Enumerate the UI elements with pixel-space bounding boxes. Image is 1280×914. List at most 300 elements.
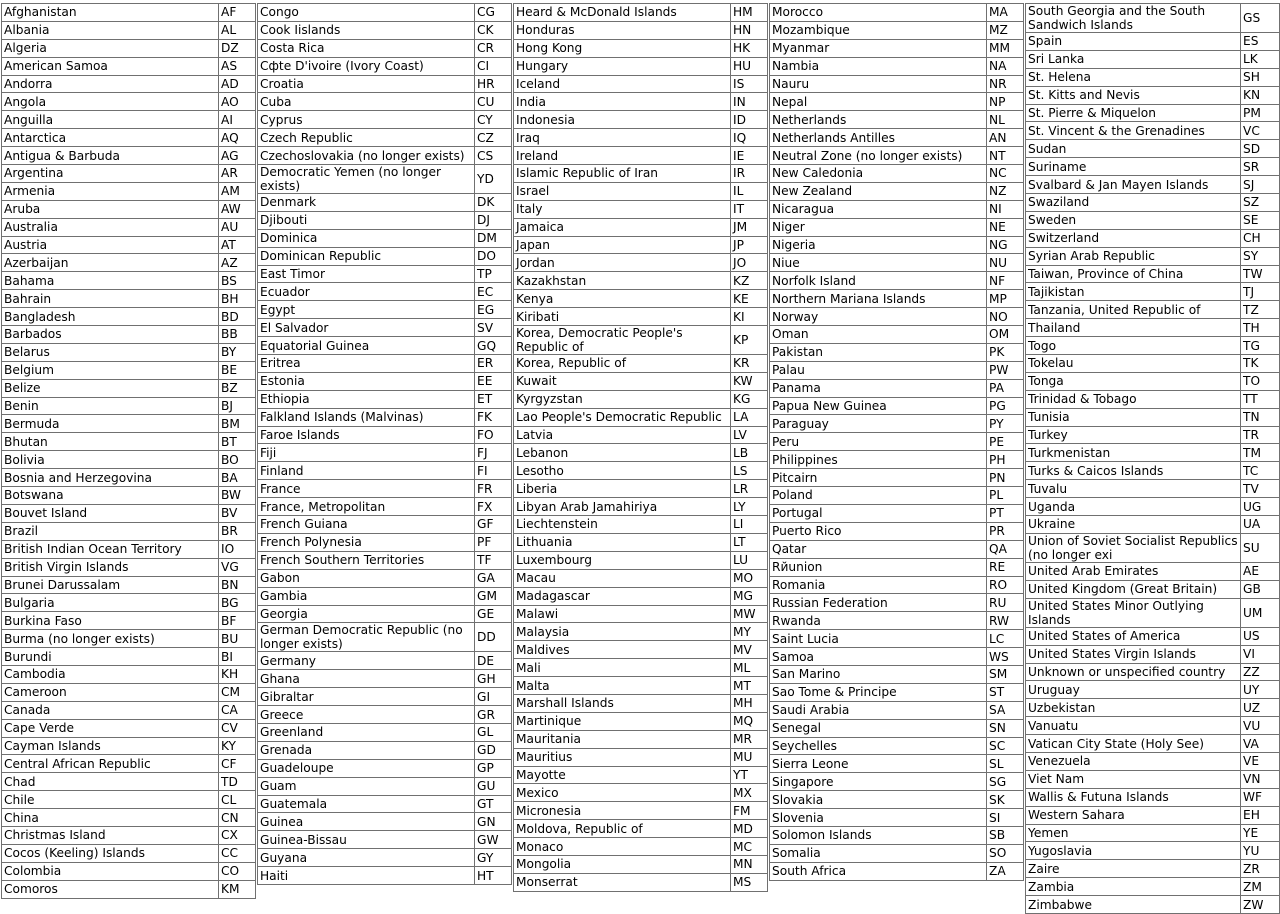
country-name: Turkmenistan [1026, 444, 1241, 462]
table-row [2, 57, 256, 75]
country-name: Lao People's Democratic Republic [514, 408, 731, 426]
country-name: Ethiopia [258, 390, 475, 408]
country-code: SH [1241, 68, 1280, 86]
table-row [514, 254, 768, 272]
table-row [514, 855, 768, 873]
country-name: Paraguay [770, 415, 987, 433]
country-code: SD [1241, 140, 1280, 158]
country-name: Colombia [2, 862, 219, 880]
country-code: ER [475, 355, 512, 373]
country-code: LV [731, 426, 768, 444]
table-row [2, 665, 256, 683]
country-name: Dominican Republic [258, 247, 475, 265]
country-code: NU [987, 254, 1024, 272]
table-row [2, 719, 256, 737]
country-name: Argentina [2, 165, 219, 183]
table-row [2, 308, 256, 326]
country-code: PF [475, 533, 512, 551]
table-row [258, 147, 512, 165]
country-code: KW [731, 372, 768, 390]
table-row [514, 290, 768, 308]
table-row [258, 759, 512, 777]
country-code: CC [219, 844, 256, 862]
country-name: Wallis & Futuna Islands [1026, 788, 1241, 806]
country-name: Bouvet Island [2, 504, 219, 522]
country-name: Iceland [514, 75, 731, 93]
country-code: GS [1241, 4, 1280, 33]
table-row [770, 308, 1024, 326]
table-row [770, 576, 1024, 594]
country-name: Fiji [258, 444, 475, 462]
country-code: TM [1241, 444, 1280, 462]
country-name: Solomon Islands [770, 826, 987, 844]
country-name: Antarctica [2, 129, 219, 147]
table-row [770, 630, 1024, 648]
country-code: DZ [219, 39, 256, 57]
table-row [2, 701, 256, 719]
country-name: China [2, 809, 219, 827]
country-name: Uzbekistan [1026, 699, 1241, 717]
table-row [258, 355, 512, 373]
country-name: Panama [770, 379, 987, 397]
table-row [258, 587, 512, 605]
table-row [258, 265, 512, 283]
country-code: ML [731, 659, 768, 677]
table-row [258, 498, 512, 516]
table-row [258, 569, 512, 587]
country-name: Swaziland [1026, 194, 1241, 212]
table-row [514, 605, 768, 623]
country-code: TK [1241, 355, 1280, 373]
country-name: Cocos (Keeling) Islands [2, 844, 219, 862]
table-row [770, 200, 1024, 218]
country-code: CZ [475, 129, 512, 147]
table-row [2, 93, 256, 111]
table-row [514, 21, 768, 39]
country-code: HU [731, 57, 768, 75]
country-name: Egypt [258, 301, 475, 319]
country-code: AO [219, 93, 256, 111]
country-name: Ukraine [1026, 516, 1241, 534]
country-code: UA [1241, 516, 1280, 534]
country-code: KZ [731, 272, 768, 290]
country-name: Tonga [1026, 372, 1241, 390]
table-row [2, 630, 256, 648]
country-name: South Africa [770, 862, 987, 880]
country-code: JM [731, 218, 768, 236]
country-name: East Timor [258, 265, 475, 283]
table-row [258, 723, 512, 741]
country-name: Malawi [514, 605, 731, 623]
table-row [514, 200, 768, 218]
table-row [770, 809, 1024, 827]
table-row [770, 665, 1024, 683]
country-name: Northern Mariana Islands [770, 290, 987, 308]
table-row [514, 4, 768, 22]
country-name: Mauritania [514, 730, 731, 748]
country-name: Luxembourg [514, 551, 731, 569]
table-row [770, 469, 1024, 487]
table-row [770, 272, 1024, 290]
country-code: KE [731, 290, 768, 308]
country-name: Democratic Yemen (no longer exists) [258, 165, 475, 194]
table-row [2, 326, 256, 344]
table-row [770, 504, 1024, 522]
country-code: MD [731, 820, 768, 838]
country-code: CK [475, 21, 512, 39]
country-code: GU [475, 777, 512, 795]
country-code: DD [475, 623, 512, 652]
country-name: Cambodia [2, 665, 219, 683]
country-code: UM [1241, 598, 1280, 627]
country-name: Zambia [1026, 878, 1241, 896]
country-code: CL [219, 791, 256, 809]
table-row [2, 147, 256, 165]
country-code: NE [987, 218, 1024, 236]
table-row [1026, 194, 1280, 212]
table-row [1026, 4, 1280, 33]
table-row [514, 75, 768, 93]
country-name: Aruba [2, 200, 219, 218]
table-row [514, 838, 768, 856]
country-code: EH [1241, 806, 1280, 824]
country-code: SA [987, 701, 1024, 719]
country-code: LB [731, 444, 768, 462]
country-name: Israel [514, 182, 731, 200]
country-name: Falkland Islands (Malvinas) [258, 408, 475, 426]
table-row [2, 469, 256, 487]
table-row [514, 587, 768, 605]
country-code: NA [987, 57, 1024, 75]
country-name: Georgia [258, 605, 475, 623]
country-name: Norfolk Island [770, 272, 987, 290]
table-row [770, 93, 1024, 111]
country-name: Venezuela [1026, 752, 1241, 770]
country-code: CX [219, 826, 256, 844]
country-name: Finland [258, 462, 475, 480]
table-row [2, 880, 256, 898]
country-name: Bahrain [2, 290, 219, 308]
table-row [2, 111, 256, 129]
country-code: WS [987, 648, 1024, 666]
table-row [514, 659, 768, 677]
country-code: PY [987, 415, 1024, 433]
table-row [514, 93, 768, 111]
country-code: MS [731, 873, 768, 891]
table-row [258, 319, 512, 337]
table-row [1026, 158, 1280, 176]
country-code: FX [475, 498, 512, 516]
country-code: MZ [987, 21, 1024, 39]
table-row [258, 4, 512, 22]
country-code: VI [1241, 645, 1280, 663]
country-name: Pitcairn [770, 469, 987, 487]
country-name: Senegal [770, 719, 987, 737]
country-name: Andorra [2, 75, 219, 93]
table-row [1026, 176, 1280, 194]
table-row [2, 504, 256, 522]
table-row [514, 677, 768, 695]
country-name: Bulgaria [2, 594, 219, 612]
country-name: Tanzania, United Republic of [1026, 301, 1241, 319]
table-row [770, 57, 1024, 75]
table-row [258, 21, 512, 39]
country-code: DO [475, 247, 512, 265]
country-name: India [514, 93, 731, 111]
country-name: Uganda [1026, 498, 1241, 516]
country-code: BB [219, 326, 256, 344]
table-row [258, 211, 512, 229]
table-row [1026, 717, 1280, 735]
country-name: Cuba [258, 93, 475, 111]
table-row [770, 522, 1024, 540]
country-name: Cфte D'ivoire (Ivory Coast) [258, 57, 475, 75]
country-name: Australia [2, 218, 219, 236]
country-code: RU [987, 594, 1024, 612]
country-name: Madagascar [514, 587, 731, 605]
country-code: CY [475, 111, 512, 129]
country-name: French Southern Territories [258, 551, 475, 569]
country-code: GT [475, 795, 512, 813]
country-name: Netherlands [770, 111, 987, 129]
country-name: Bolivia [2, 451, 219, 469]
country-code: BR [219, 522, 256, 540]
country-code: KR [731, 355, 768, 373]
country-code: CU [475, 93, 512, 111]
country-table [1025, 3, 1280, 914]
country-code: VG [219, 558, 256, 576]
table-row [2, 254, 256, 272]
table-row [770, 701, 1024, 719]
country-code: MM [987, 39, 1024, 57]
table-row [2, 4, 256, 22]
country-code: SR [1241, 158, 1280, 176]
country-code: UZ [1241, 699, 1280, 717]
table-row [258, 795, 512, 813]
table-row [770, 791, 1024, 809]
country-name: Zaire [1026, 860, 1241, 878]
country-code: NG [987, 236, 1024, 254]
country-name: Yemen [1026, 824, 1241, 842]
country-name: France [258, 480, 475, 498]
country-name: Liechtenstein [514, 516, 731, 534]
country-name: Uruguay [1026, 681, 1241, 699]
country-name: Djibouti [258, 211, 475, 229]
country-name: Kyrgyzstan [514, 390, 731, 408]
table-row [1026, 104, 1280, 122]
country-code: SZ [1241, 194, 1280, 212]
country-code: ZW [1241, 896, 1280, 914]
country-name: Cameroon [2, 683, 219, 701]
country-name: Croatia [258, 75, 475, 93]
table-row [514, 569, 768, 587]
table-row [514, 236, 768, 254]
country-name: United Arab Emirates [1026, 562, 1241, 580]
table-row [514, 111, 768, 129]
country-name: Oman [770, 326, 987, 344]
country-code: SI [987, 809, 1024, 827]
country-name: Seychelles [770, 737, 987, 755]
table-row [770, 4, 1024, 22]
table-row [514, 129, 768, 147]
table-row [1026, 480, 1280, 498]
table-row [258, 551, 512, 569]
table-row [1026, 824, 1280, 842]
country-code: CR [475, 39, 512, 57]
country-code: VA [1241, 735, 1280, 753]
table-row [514, 516, 768, 534]
country-name: Greece [258, 706, 475, 724]
table-row [258, 165, 512, 194]
country-name: Indonesia [514, 111, 731, 129]
country-code: SM [987, 665, 1024, 683]
country-code: NP [987, 93, 1024, 111]
country-code: SN [987, 719, 1024, 737]
table-row [514, 480, 768, 498]
country-code: PT [987, 504, 1024, 522]
country-code: ES [1241, 33, 1280, 51]
country-code: SY [1241, 247, 1280, 265]
table-row [1026, 770, 1280, 788]
table-row [1026, 735, 1280, 753]
table-row [770, 129, 1024, 147]
table-row [2, 826, 256, 844]
table-row [2, 21, 256, 39]
country-name: Kiribati [514, 308, 731, 326]
country-code: HR [475, 75, 512, 93]
country-code: LU [731, 551, 768, 569]
country-name: Nigeria [770, 236, 987, 254]
country-code: EC [475, 283, 512, 301]
country-name: Switzerland [1026, 229, 1241, 247]
table-row [2, 379, 256, 397]
country-name: United States of America [1026, 627, 1241, 645]
table-row [2, 755, 256, 773]
table-row [2, 773, 256, 791]
country-name: Vatican City State (Holy See) [1026, 735, 1241, 753]
country-code: TC [1241, 462, 1280, 480]
country-name: Neutral Zone (no longer exists) [770, 147, 987, 165]
country-code: IE [731, 147, 768, 165]
country-name: Slovakia [770, 791, 987, 809]
table-row [1026, 140, 1280, 158]
country-code: GL [475, 723, 512, 741]
country-name: Qatar [770, 540, 987, 558]
country-code: GN [475, 813, 512, 831]
country-code: EE [475, 372, 512, 390]
country-code: AS [219, 57, 256, 75]
country-name: Papua New Guinea [770, 397, 987, 415]
country-code: KG [731, 390, 768, 408]
table-row [1026, 319, 1280, 337]
country-code: BW [219, 487, 256, 505]
country-name: Russian Federation [770, 594, 987, 612]
table-row [770, 862, 1024, 880]
table-row [1026, 355, 1280, 373]
country-code: PM [1241, 104, 1280, 122]
table-row [258, 301, 512, 319]
table-row [2, 862, 256, 880]
table-row [770, 415, 1024, 433]
country-code: NO [987, 308, 1024, 326]
country-code: AQ [219, 129, 256, 147]
table-row [770, 182, 1024, 200]
country-name: Micronesia [514, 802, 731, 820]
country-code: MH [731, 694, 768, 712]
table-row [1026, 408, 1280, 426]
country-name: Svalbard & Jan Mayen Islands [1026, 176, 1241, 194]
country-name: Gabon [258, 569, 475, 587]
table-row [2, 737, 256, 755]
country-name: Western Sahara [1026, 806, 1241, 824]
country-code: DJ [475, 211, 512, 229]
table-row [258, 605, 512, 623]
country-code: IO [219, 540, 256, 558]
country-name: Bosnia and Herzegovina [2, 469, 219, 487]
country-name: Barbados [2, 326, 219, 344]
table-row [258, 129, 512, 147]
country-code: GH [475, 670, 512, 688]
country-code: ID [731, 111, 768, 129]
country-code: DM [475, 229, 512, 247]
country-code: BU [219, 630, 256, 648]
table-row [258, 57, 512, 75]
country-name: Albania [2, 21, 219, 39]
country-code: HN [731, 21, 768, 39]
country-name: Chile [2, 791, 219, 809]
country-code: PW [987, 361, 1024, 379]
country-code: SV [475, 319, 512, 337]
country-table [257, 3, 512, 885]
table-row [1026, 663, 1280, 681]
country-name: Tunisia [1026, 408, 1241, 426]
country-name: Honduras [514, 21, 731, 39]
country-name: Kazakhstan [514, 272, 731, 290]
country-code: PE [987, 433, 1024, 451]
table-row [770, 236, 1024, 254]
table-row [1026, 265, 1280, 283]
country-name: French Guiana [258, 516, 475, 534]
country-code: FR [475, 480, 512, 498]
country-code: CV [219, 719, 256, 737]
country-name: St. Helena [1026, 68, 1241, 86]
table-row [2, 415, 256, 433]
country-name: Germany [258, 652, 475, 670]
table-row [258, 652, 512, 670]
table-row [770, 218, 1024, 236]
table-row [1026, 122, 1280, 140]
country-name: Samoa [770, 648, 987, 666]
country-code: BN [219, 576, 256, 594]
country-name: Japan [514, 236, 731, 254]
country-name: Estonia [258, 372, 475, 390]
country-name: Algeria [2, 39, 219, 57]
table-row [1026, 211, 1280, 229]
country-table-column-3 [513, 3, 767, 892]
country-code: TP [475, 265, 512, 283]
country-name: Lebanon [514, 444, 731, 462]
country-name: New Caledonia [770, 165, 987, 183]
table-row [514, 498, 768, 516]
table-row [514, 533, 768, 551]
table-row [770, 111, 1024, 129]
country-name: Taiwan, Province of China [1026, 265, 1241, 283]
table-row [2, 576, 256, 594]
country-code: SU [1241, 533, 1280, 562]
country-table-column-5 [1025, 3, 1279, 914]
country-code: LC [987, 630, 1024, 648]
table-row [258, 247, 512, 265]
